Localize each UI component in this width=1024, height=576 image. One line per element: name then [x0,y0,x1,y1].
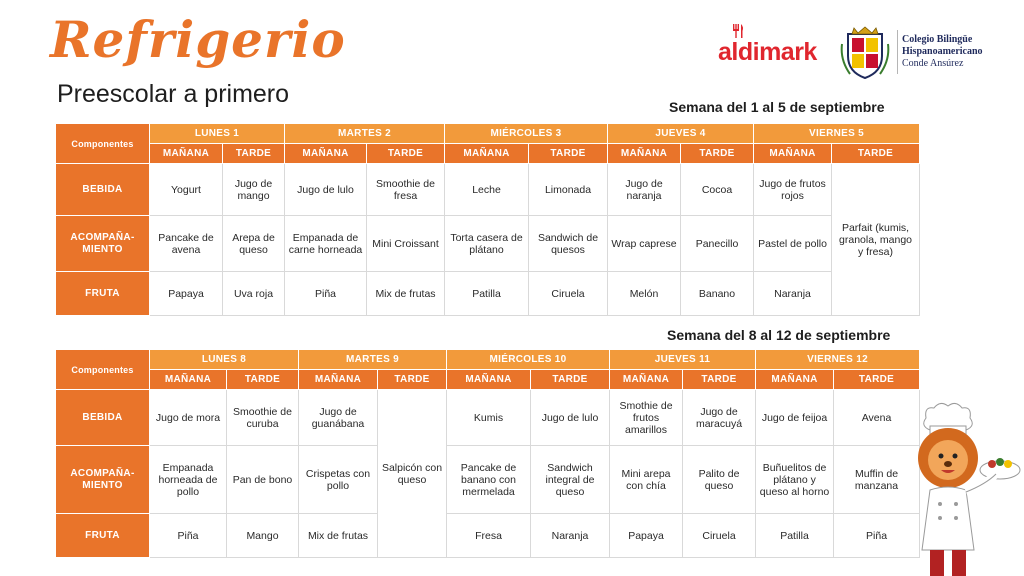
week1-table [55,123,920,316]
row-header-acompanamiento: ACOMPAÑA-MIENTO [56,216,150,272]
school-divider [897,30,898,74]
menu-cell: Empanada horneada de pollo [150,446,227,514]
menu-cell: Sandwich integral de queso [531,446,610,514]
menu-cell: Yogurt [150,164,223,216]
menu-cell: Jugo de naranja [608,164,681,216]
menu-cell: Patilla [756,514,834,558]
menu-cell: Piña [834,514,920,558]
menu-cell: Jugo de mora [150,390,227,446]
menu-cell-merged: Parfait (kumis, granola, mango y fresa) [832,164,920,316]
page-subtitle: Preescolar a primero [57,80,290,108]
row-header-fruta: FRUTA [56,272,150,316]
day-header: MARTES 9 [299,350,447,370]
menu-cell: Palito de queso [683,446,756,514]
shift-header: TARDE [683,370,756,390]
day-header: VIERNES 5 [754,124,920,144]
shift-header: TARDE [227,370,299,390]
menu-cell: Naranja [531,514,610,558]
menu-cell: Jugo de feijoa [756,390,834,446]
menu-cell: Panecillo [681,216,754,272]
school-line-2: Hispanoamericano [902,46,983,57]
menu-cell: Mix de frutas [367,272,445,316]
menu-cell: Leche [445,164,529,216]
menu-cell: Torta casera de plátano [445,216,529,272]
menu-cell: Naranja [754,272,832,316]
menu-cell: Smoothie de curuba [227,390,299,446]
day-header: MIÉRCOLES 10 [447,350,610,370]
menu-cell: Uva roja [223,272,285,316]
school-line-3: Conde Ansúrez [902,58,964,69]
menu-cell-merged: Salpicón con queso [378,390,447,558]
shift-header: MAÑANA [608,144,681,164]
menu-cell: Melón [608,272,681,316]
shift-header: TARDE [834,370,920,390]
shift-header: MAÑANA [285,144,367,164]
menu-cell: Pancake de banano con mermelada [447,446,531,514]
fork-knife-icon [731,24,745,38]
page-title: Refrigerio [50,10,346,69]
school-crest-icon [840,24,890,80]
shift-header: TARDE [223,144,285,164]
menu-cell: Pan de bono [227,446,299,514]
menu-cell: Fresa [447,514,531,558]
school-name [902,34,983,70]
menu-cell: Limonada [529,164,608,216]
row-header-acompanamiento: ACOMPAÑA-MIENTO [56,446,150,514]
menu-cell: Mix de frutas [299,514,378,558]
menu-cell: Muffin de manzana [834,446,920,514]
shift-header: MAÑANA [445,144,529,164]
shift-header: MAÑANA [754,144,832,164]
menu-cell: Smoothie de fresa [367,164,445,216]
menu-cell: Pastel de pollo [754,216,832,272]
menu-cell: Empanada de carne horneada [285,216,367,272]
menu-cell: Cocoa [681,164,754,216]
menu-cell: Ciruela [529,272,608,316]
chef-lion-mascot [900,400,1024,576]
menu-cell: Jugo de guanábana [299,390,378,446]
day-header: JUEVES 11 [610,350,756,370]
shift-header: TARDE [378,370,447,390]
menu-cell: Sandwich de quesos [529,216,608,272]
components-header: Componentes [56,124,150,164]
menu-cell: Jugo de lulo [531,390,610,446]
shift-header: MAÑANA [610,370,683,390]
shift-header: MAÑANA [447,370,531,390]
menu-cell: Crispetas con pollo [299,446,378,514]
menu-cell: Ciruela [683,514,756,558]
menu-cell: Papaya [150,272,223,316]
menu-cell: Piña [150,514,227,558]
school-line-1: Colegio Bilingüe [902,34,973,45]
menu-cell: Jugo de lulo [285,164,367,216]
menu-cell: Jugo de frutos rojos [754,164,832,216]
menu-cell: Jugo de maracuyá [683,390,756,446]
menu-cell: Smothie de frutos amarillos [610,390,683,446]
shift-header: TARDE [367,144,445,164]
week2-table [55,349,920,558]
menu-cell: Banano [681,272,754,316]
row-header-bebida: BEBIDA [56,164,150,216]
menu-cell: Avena [834,390,920,446]
menu-cell: Jugo de mango [223,164,285,216]
week1-label: Semana del 1 al 5 de septiembre [669,99,885,115]
row-header-bebida: BEBIDA [56,390,150,446]
brand-logo: aldimark [718,38,817,66]
menu-cell: Pancake de avena [150,216,223,272]
menu-cell: Papaya [610,514,683,558]
components-header: Componentes [56,350,150,390]
menu-cell: Wrap caprese [608,216,681,272]
shift-header: TARDE [529,144,608,164]
menu-cell: Arepa de queso [223,216,285,272]
day-header: VIERNES 12 [756,350,920,370]
day-header: JUEVES 4 [608,124,754,144]
menu-cell: Patilla [445,272,529,316]
menu-cell: Mini arepa con chía [610,446,683,514]
shift-header: MAÑANA [756,370,834,390]
menu-cell: Mango [227,514,299,558]
day-header: MIÉRCOLES 3 [445,124,608,144]
menu-cell: Buñuelitos de plátano y queso al horno [756,446,834,514]
day-header: LUNES 8 [150,350,299,370]
shift-header: MAÑANA [150,370,227,390]
shift-header: MAÑANA [150,144,223,164]
row-header-fruta: FRUTA [56,514,150,558]
day-header: MARTES 2 [285,124,445,144]
menu-cell: Mini Croissant [367,216,445,272]
shift-header: TARDE [531,370,610,390]
shift-header: MAÑANA [299,370,378,390]
shift-header: TARDE [832,144,920,164]
shift-header: TARDE [681,144,754,164]
menu-cell: Piña [285,272,367,316]
week2-label: Semana del 8 al 12 de septiembre [667,327,891,343]
menu-cell: Kumis [447,390,531,446]
day-header: LUNES 1 [150,124,285,144]
